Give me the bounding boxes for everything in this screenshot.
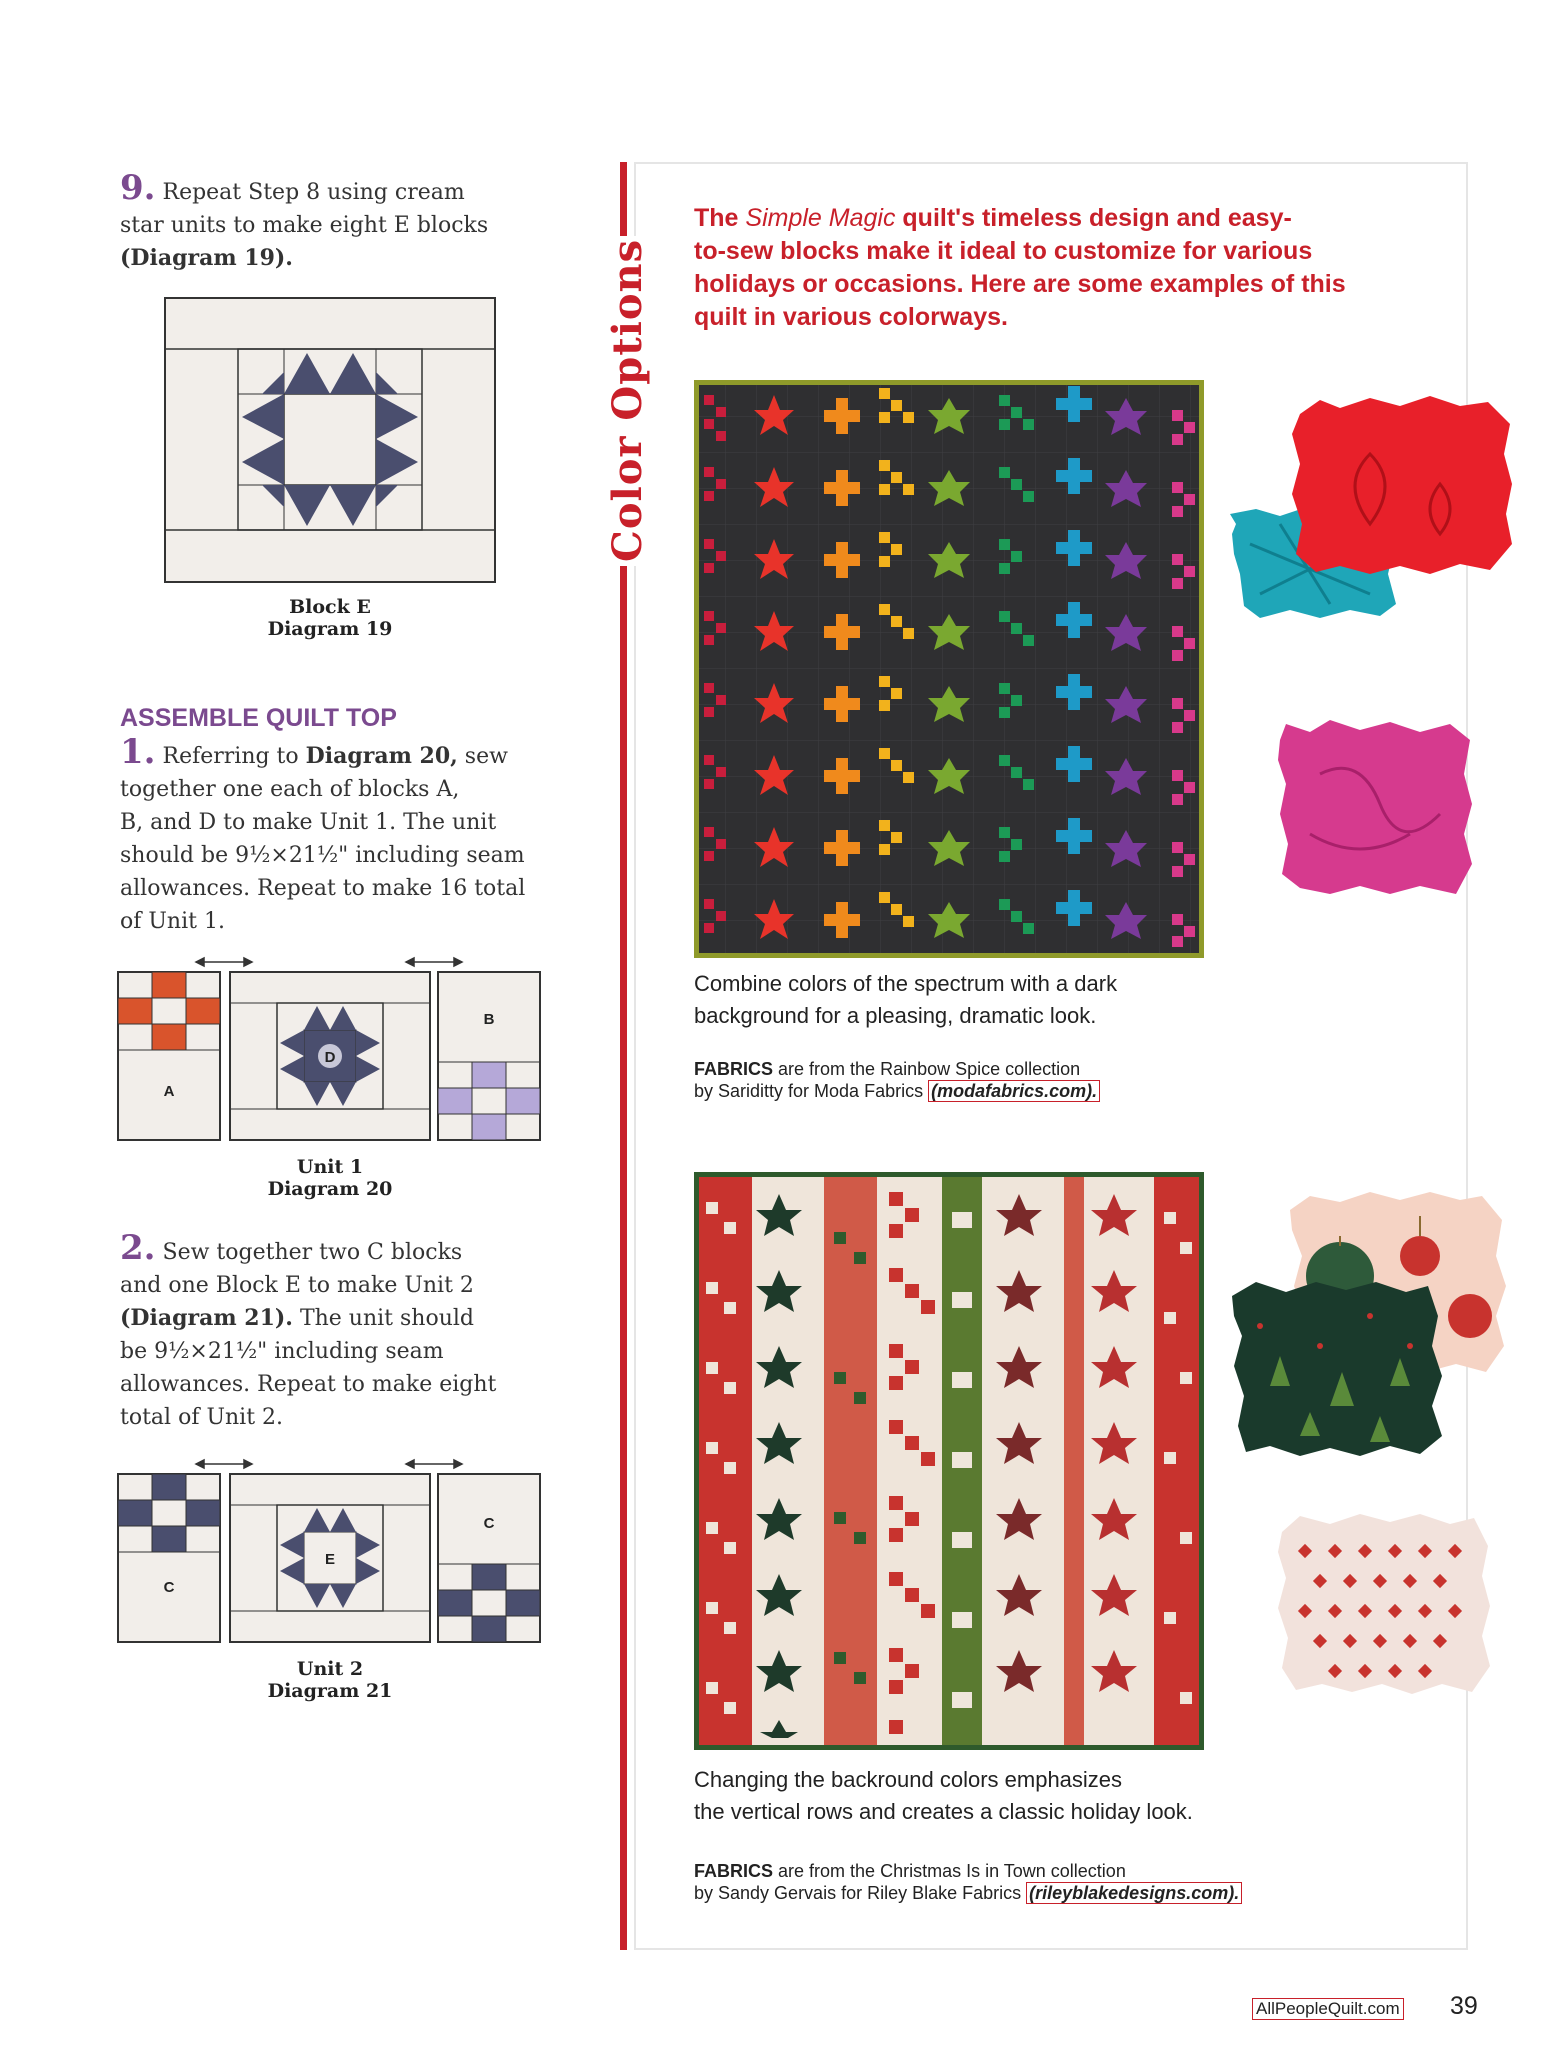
rainbow-description: Combine colors of the spectrum with a dark background for a pleasing, dramatic look. <box>694 971 1118 1028</box>
rainbow-fabric-swatches <box>1220 394 1520 934</box>
step-9 <box>120 168 560 275</box>
christmas-fabric-swatches <box>1220 1186 1520 1726</box>
block-c-label: C <box>163 1579 175 1596</box>
christmas-fabric-credit: FABRICS are from the Christmas Is in Town collection by Sandy Gervais for Riley Blake Fabrics (rileyblakedesigns.com). <box>694 1860 1454 1904</box>
step-text: Repeat Step 8 using cream <box>162 180 465 205</box>
assemble-step-2: 2. Sew together two C blocks and one Block E to make Unit 2 (Diagram 21). The unit should be 9½×21½" including seam allowances. Repeat to make eight total of Unit 2. <box>120 1228 497 1430</box>
intro-text: The Simple Magic quilt's timeless design and easy- to-sew blocks make it ideal to customize for various holidays or occasions. Here are some examples of this quilt in various colorways. <box>694 204 1346 331</box>
christmas-quilt-image <box>694 1172 1204 1750</box>
step-number: 9. <box>120 168 156 208</box>
diagram-reference: Diagram 20, <box>305 743 458 769</box>
page-number: 39 <box>1450 1992 1478 2020</box>
block-b-label: B <box>483 1011 495 1028</box>
diagram-21-caption: Unit 2 Diagram 21 <box>267 1658 393 1702</box>
diagram-19-block-e <box>164 297 496 583</box>
block-c-label: C <box>483 1515 495 1532</box>
christmas-description: Changing the backround colors emphasizes the vertical rows and creates a classic holiday look. <box>694 1767 1193 1824</box>
diagram-20-unit-1 <box>116 954 542 1144</box>
diagram-21-unit-2 <box>116 1456 542 1646</box>
block-d-label: D <box>324 1049 336 1066</box>
diagram-19-caption: Block E Diagram 19 <box>267 596 393 640</box>
diagram-20-caption: Unit 1 Diagram 20 <box>267 1156 393 1200</box>
moda-fabrics-link[interactable]: (modafabrics.com). <box>928 1080 1100 1102</box>
block-a-label: A <box>163 1083 175 1100</box>
step-text: star units to make eight E blocks <box>120 213 489 238</box>
assemble-step-1: 1. Referring to Diagram 20, sew together one each of blocks A, B, and D to make Unit 1. The unit should be 9½×21½" including seam allowances. Repeat to make 16 total of Unit 1. <box>120 732 526 934</box>
diagram-reference: (Diagram 21). <box>120 1305 293 1331</box>
step-number: 1. <box>120 732 156 772</box>
site-link[interactable]: AllPeopleQuilt.com <box>1252 1998 1404 2020</box>
section-title: Color Options <box>604 238 651 562</box>
diagram-reference: (Diagram 19). <box>120 245 293 271</box>
rainbow-fabric-credit: FABRICS are from the Rainbow Spice collection by Sariditty for Moda Fabrics (modafabrics.com). <box>694 1058 1454 1102</box>
step-number: 2. <box>120 1228 156 1268</box>
section-heading-assemble: ASSEMBLE QUILT TOP <box>120 704 397 732</box>
riley-blake-link[interactable]: (rileyblakedesigns.com). <box>1026 1882 1242 1904</box>
rainbow-quilt-image <box>694 380 1204 958</box>
block-e-label: E <box>324 1551 336 1568</box>
